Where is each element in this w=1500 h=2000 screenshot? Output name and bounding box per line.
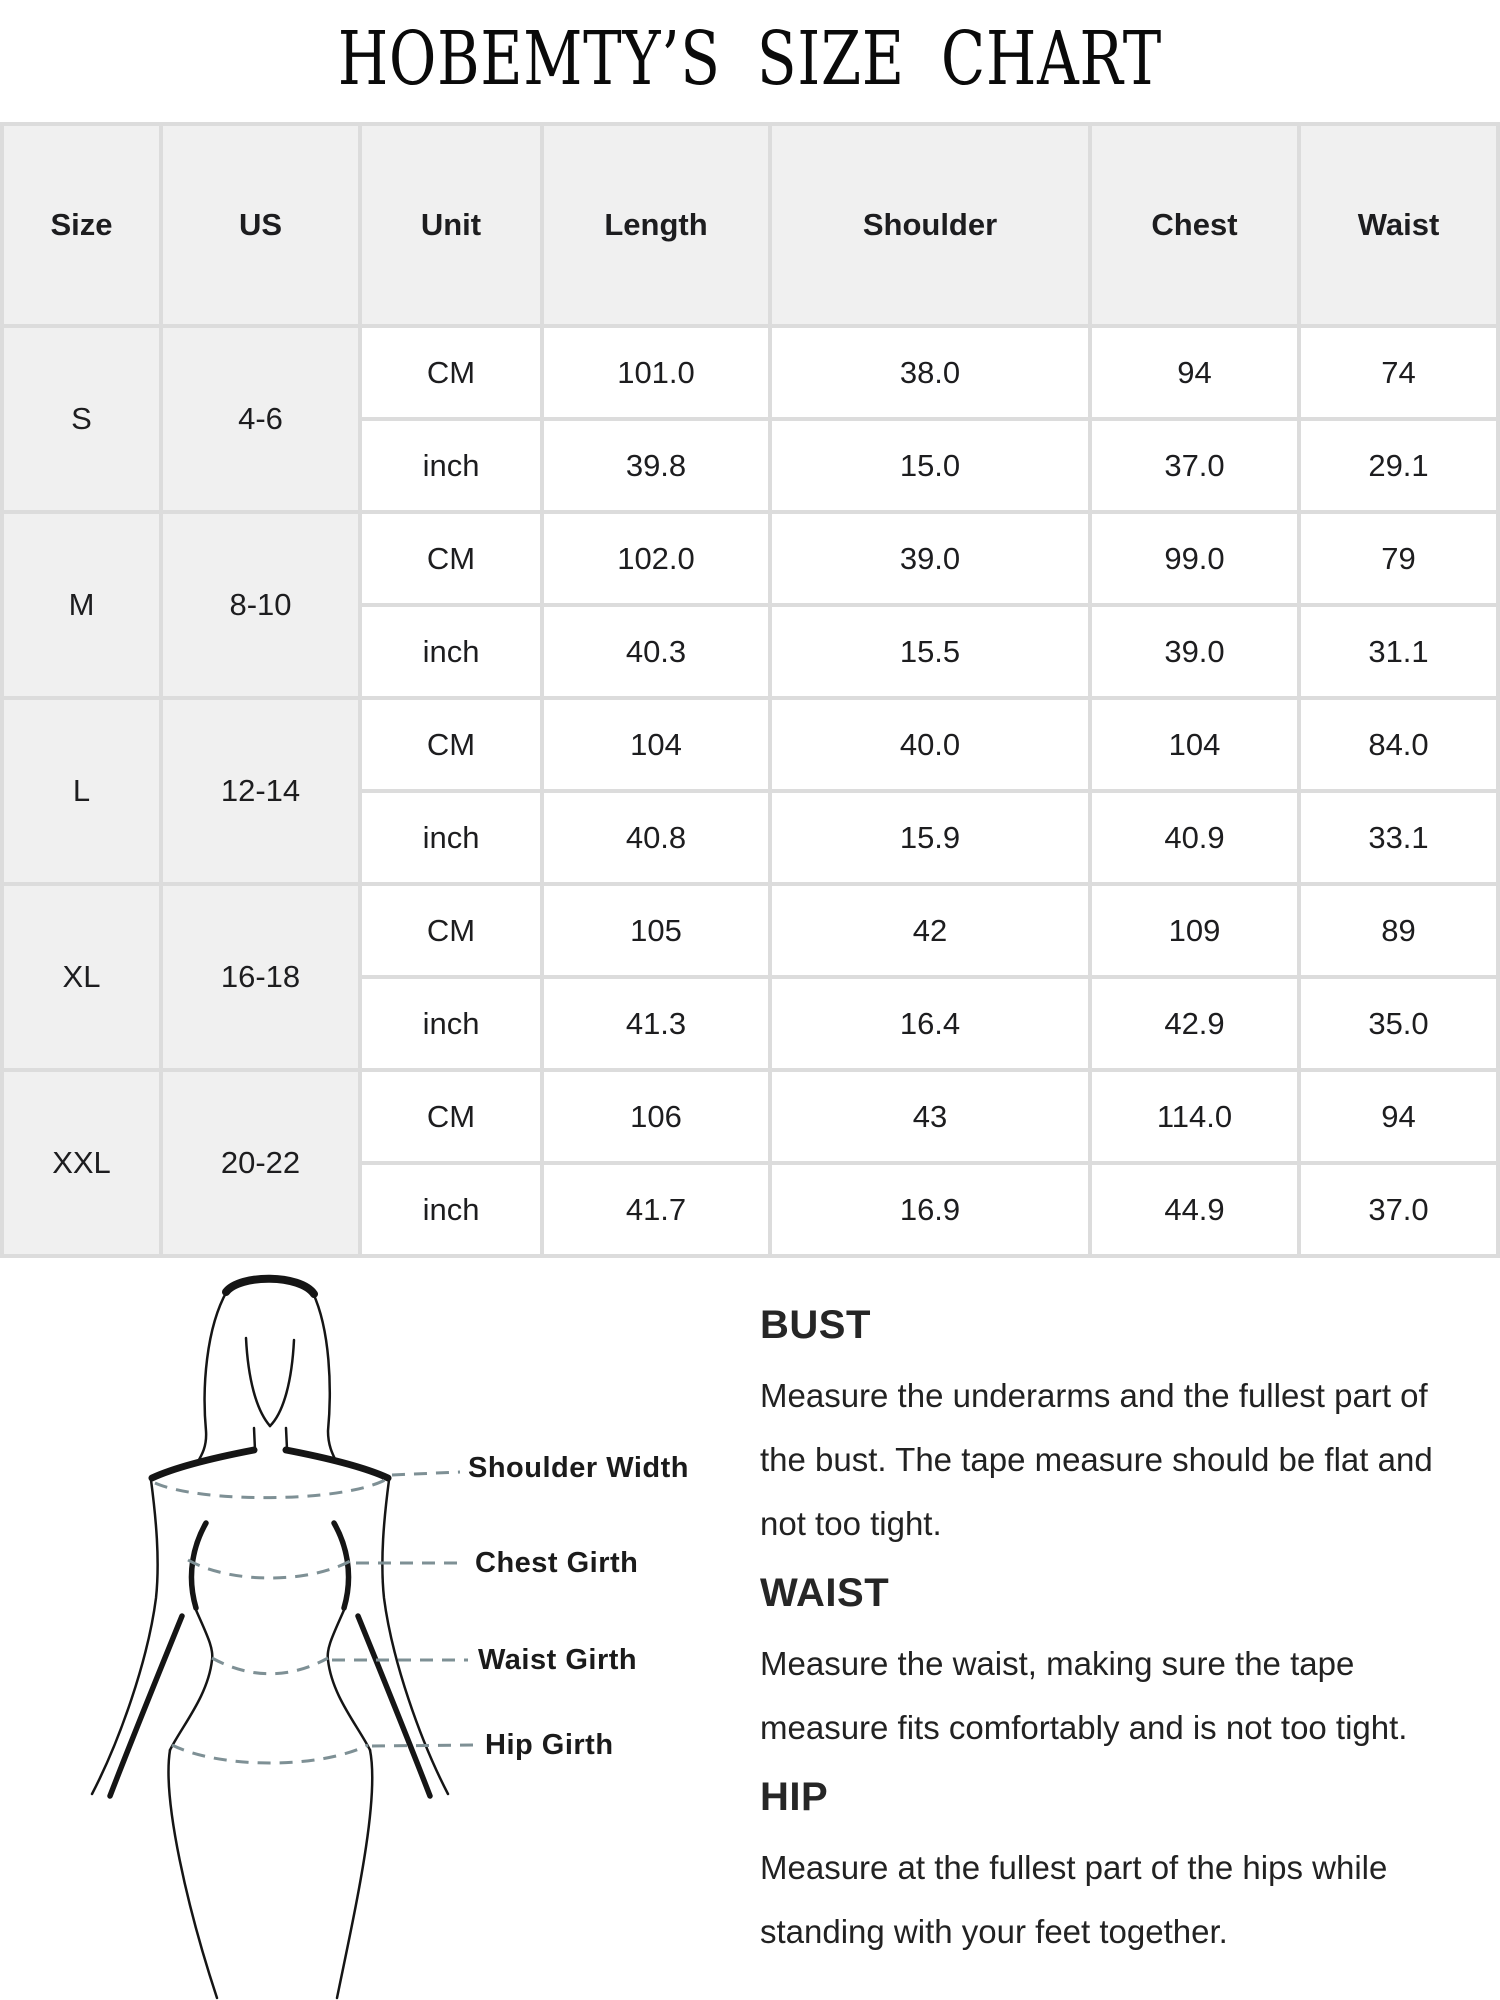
cell-length: 40.3 [544, 607, 768, 696]
table-row [4, 886, 1496, 975]
cell-shoulder: 43 [772, 1072, 1088, 1161]
column-header-shoulder: Shoulder [772, 126, 1088, 324]
column-header-size: Size [4, 126, 159, 324]
cell-shoulder: 42 [772, 886, 1088, 975]
hip-heading: HIP [760, 1775, 829, 1819]
cell-length: 41.3 [544, 979, 768, 1068]
cell-unit: inch [362, 1165, 540, 1254]
cell-shoulder: 16.4 [772, 979, 1088, 1068]
hair-left [197, 1291, 227, 1463]
cell-waist: 79 [1301, 514, 1496, 603]
cell-length: 102.0 [544, 514, 768, 603]
cell-waist: 31.1 [1301, 607, 1496, 696]
column-header-chest: Chest [1092, 126, 1297, 324]
cell-length: 101.0 [544, 328, 768, 417]
cell-unit: CM [362, 1072, 540, 1161]
cell-length: 105 [544, 886, 768, 975]
cell-unit: CM [362, 514, 540, 603]
cell-unit: CM [362, 700, 540, 789]
cell-size: S [4, 328, 159, 510]
cell-shoulder: 16.9 [772, 1165, 1088, 1254]
cell-chest: 109 [1092, 886, 1297, 975]
cell-length: 39.8 [544, 421, 768, 510]
cell-chest: 42.9 [1092, 979, 1297, 1068]
waist-heading: WAIST [760, 1571, 890, 1615]
arm-inner-right [358, 1616, 430, 1796]
cell-length: 106 [544, 1072, 768, 1161]
shoulder-dash-line [392, 1472, 460, 1475]
cell-size: M [4, 514, 159, 696]
shoulder-dash-arc [155, 1480, 385, 1498]
face-left [246, 1338, 270, 1426]
cell-us: 4-6 [163, 328, 358, 510]
size-chart-title: HOBEMTY’S SIZE CHART [337, 16, 1163, 102]
neck-right [286, 1428, 287, 1449]
cell-shoulder: 39.0 [772, 514, 1088, 603]
cell-chest: 99.0 [1092, 514, 1297, 603]
bust-heading: BUST [760, 1303, 871, 1347]
cell-us: 12-14 [163, 700, 358, 882]
table-header-row [4, 126, 1496, 324]
cell-length: 40.8 [544, 793, 768, 882]
label-waist-girth: Waist Girth [478, 1644, 638, 1676]
cell-shoulder: 15.5 [772, 607, 1088, 696]
shoulder-right [286, 1450, 388, 1478]
cell-length: 104 [544, 700, 768, 789]
arm-outer-right [382, 1480, 448, 1794]
cell-length: 41.7 [544, 1165, 768, 1254]
cell-unit: inch [362, 979, 540, 1068]
arm-inner-left [110, 1616, 182, 1796]
cell-unit: inch [362, 607, 540, 696]
label-chest-girth: Chest Girth [475, 1547, 639, 1579]
table-row [4, 1072, 1496, 1161]
cell-chest: 40.9 [1092, 793, 1297, 882]
column-header-unit: Unit [362, 126, 540, 324]
column-header-length: Length [544, 126, 768, 324]
cell-chest: 94 [1092, 328, 1297, 417]
cell-us: 20-22 [163, 1072, 358, 1254]
body-figure-diagram [60, 1268, 760, 2000]
leg-left [169, 1750, 217, 1998]
cell-unit: inch [362, 421, 540, 510]
waist-instructions: Measure the waist, making sure the tape measure fits comfortably and is not too tight. [760, 1645, 1408, 1746]
cell-shoulder: 15.0 [772, 421, 1088, 510]
table-row [4, 328, 1496, 417]
cell-waist: 37.0 [1301, 1165, 1496, 1254]
cell-waist: 94 [1301, 1072, 1496, 1161]
size-table [0, 122, 1500, 1258]
table-row [4, 700, 1496, 789]
chest-dash-arc [188, 1560, 352, 1578]
cell-size: L [4, 700, 159, 882]
cell-waist: 29.1 [1301, 421, 1496, 510]
measuring-instructions [760, 1302, 1478, 1964]
arm-outer-left [92, 1480, 158, 1794]
cell-shoulder: 15.9 [772, 793, 1088, 882]
cell-unit: CM [362, 328, 540, 417]
cell-waist: 35.0 [1301, 979, 1496, 1068]
hair-right [313, 1293, 337, 1463]
table-row [4, 514, 1496, 603]
cell-chest: 39.0 [1092, 607, 1297, 696]
hip-instructions: Measure at the fullest part of the hips while standing with your feet together. [760, 1849, 1388, 1950]
hip-dash-arc [172, 1745, 368, 1763]
face-right [270, 1340, 294, 1426]
cell-size: XL [4, 886, 159, 1068]
cell-chest: 114.0 [1092, 1072, 1297, 1161]
cell-size: XXL [4, 1072, 159, 1254]
cell-waist: 84.0 [1301, 700, 1496, 789]
leg-right [337, 1750, 372, 1998]
cell-unit: inch [362, 793, 540, 882]
cell-waist: 74 [1301, 328, 1496, 417]
cell-shoulder: 40.0 [772, 700, 1088, 789]
cell-chest: 37.0 [1092, 421, 1297, 510]
label-hip-girth: Hip Girth [485, 1729, 614, 1761]
cell-shoulder: 38.0 [772, 328, 1088, 417]
column-header-us: US [163, 126, 358, 324]
cell-waist: 33.1 [1301, 793, 1496, 882]
cell-us: 8-10 [163, 514, 358, 696]
cell-unit: CM [362, 886, 540, 975]
waist-dash-arc [212, 1658, 328, 1674]
cell-chest: 104 [1092, 700, 1297, 789]
column-header-waist: Waist [1301, 126, 1496, 324]
hip-dash-line [372, 1745, 475, 1746]
label-shoulder-width: Shoulder Width [468, 1452, 689, 1484]
cell-waist: 89 [1301, 886, 1496, 975]
cell-chest: 44.9 [1092, 1165, 1297, 1254]
hair-top [226, 1279, 314, 1294]
cell-us: 16-18 [163, 886, 358, 1068]
bust-instructions: Measure the underarms and the fullest part of the bust. The tape measure should be flat and not too tight. [760, 1377, 1433, 1542]
